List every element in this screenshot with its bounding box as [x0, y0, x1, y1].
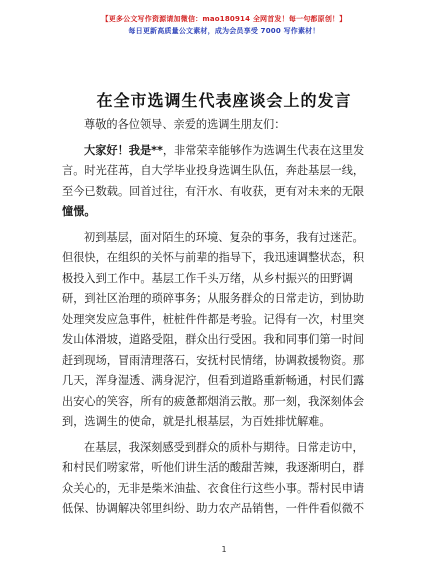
paragraph-line: 研，到社区治理的琐碎事务；从服务群众的日常走访，到协助 [62, 292, 365, 305]
paragraph-text: ，非常荣幸能够作为选调生代表在这里发 [162, 143, 365, 157]
paragraph-line: 和村民们唠家常，听他们讲生活的酸甜苦辣，我逐渐明白，群 [62, 461, 365, 474]
paragraph-line: 发山体滑坡，道路受阻，群众出行受困。我和同事们第一时间 [62, 333, 365, 346]
paragraph-line: 但很快，在组织的关怀与前辈的指导下，我迅速调整状态，积 [62, 251, 365, 264]
paragraph-line [62, 141, 392, 162]
paragraph-line: 在基层，我深刻感受到群众的质朴与期待。日常走访中， [84, 440, 364, 454]
paragraph-3 [62, 438, 392, 520]
paragraph-line: 赶到现场，冒雨清理落石，安抚村民情绪，协调救援物资。那 [62, 353, 365, 367]
salutation: 尊敬的各位领导、亲爱的选调生朋友们： [84, 118, 286, 131]
paragraph-line: 处理突发应急事件，桩桩件件都是考验。记得有一次，村里突 [62, 312, 365, 326]
document-body [62, 115, 392, 520]
paragraph-line: 出安心的笑容，所有的疲惫都烟消云散。那一刻，我深刻体会 [62, 394, 365, 408]
paragraph-line: 众关心的，无非是柴米油盐、衣食住行这些小事。帮村民申请 [62, 481, 365, 495]
banner-line-1: 【更多公文写作资源请加微信：mao180914 全网首发！每一句都原创！】 [101, 15, 347, 23]
paragraph-line: 几天，浑身湿透、满身泥泞，但看到道路重新畅通，村民们露 [62, 374, 365, 387]
page-number: 1 [221, 545, 227, 554]
paragraph-line: 低保、协调解决邻里纠纷、助力农产品销售，一件件看似微不 [62, 502, 365, 515]
banner-line-2: 每日更新高质量公文素材，成为会员享受 7000 写作素材！ [128, 27, 320, 35]
paragraph-line: 到，选调生的使命，就是扎根基层，为百姓排忧解难。 [62, 415, 331, 428]
promo-banner [0, 14, 448, 37]
paragraph-line: 言。时光荏苒，自大学毕业投身选调生队伍，奔赴基层一线， [62, 164, 365, 177]
paragraph-line: 极投入到工作中。基层工作千头万绪，从乡村振兴的田野调 [62, 271, 353, 285]
paragraph-2 [62, 228, 392, 433]
greeting: 大家好！我是** [84, 143, 163, 157]
page-title: 在全市选调生代表座谈会上的发言 [96, 91, 352, 110]
paragraph-line: 初到基层，面对陌生的环境、复杂的事务，我有过迷茫。 [84, 230, 364, 244]
paragraph-1 [62, 141, 392, 223]
paragraph-line: 至今已数载。回首过往，有汗水、有收获，更有对未来的无限 [62, 184, 365, 198]
paragraph-line: 憧憬。 [62, 205, 96, 218]
